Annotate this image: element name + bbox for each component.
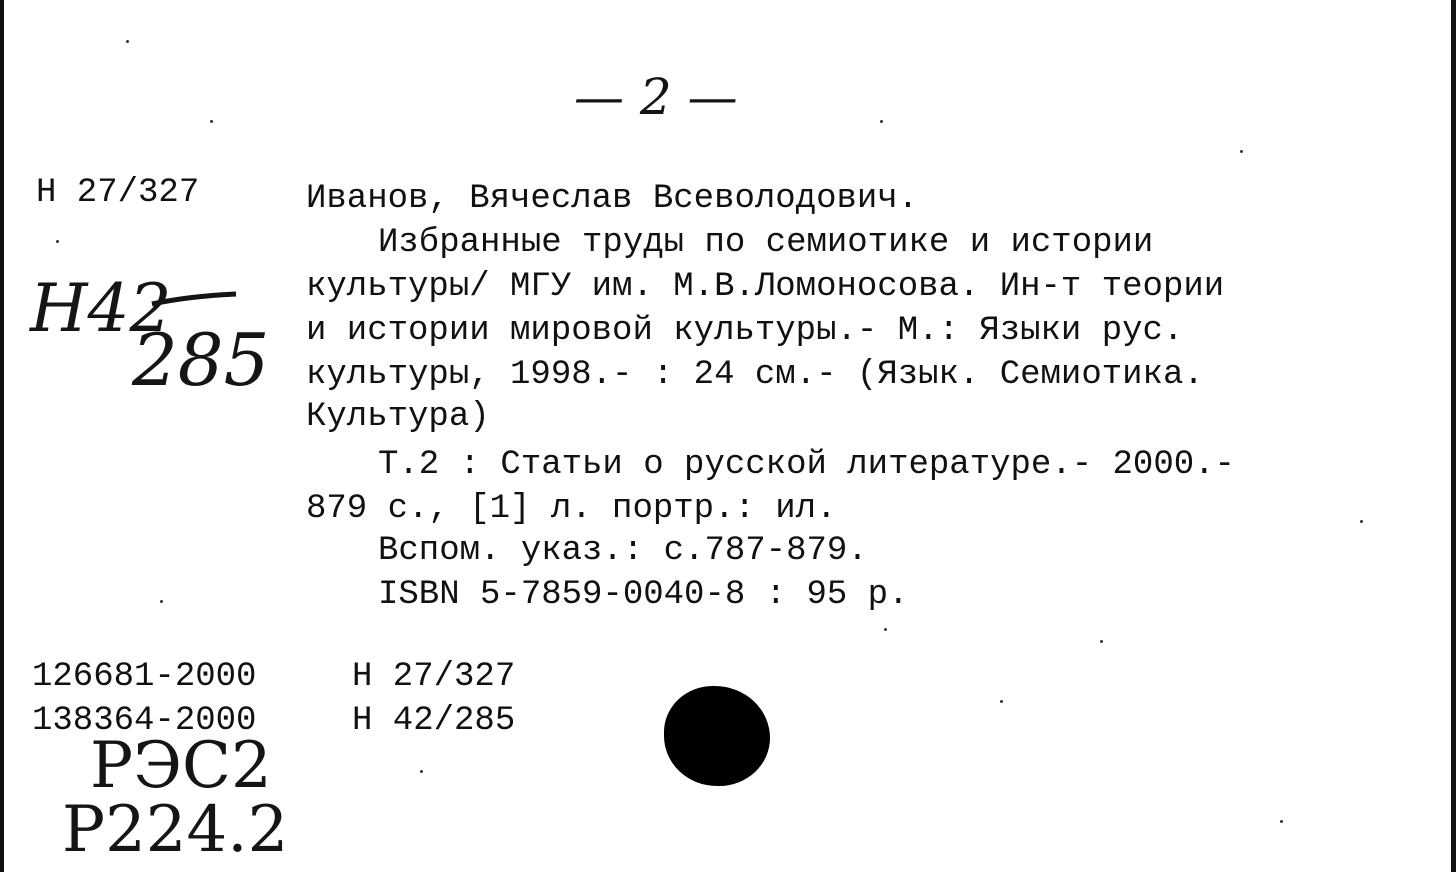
- title-line: и истории мировой культуры.- М.: Языки рус.: [306, 312, 1184, 350]
- isbn-line: ISBN 5-7859-0040-8 : 95 р.: [378, 576, 909, 614]
- shelf-mark-top: Н 27/327: [36, 174, 200, 212]
- speckle: [420, 770, 423, 773]
- author-heading: Иванов, Вячеслав Всеволодович.: [306, 180, 919, 218]
- speckle: [56, 240, 59, 243]
- speckle: [1360, 520, 1363, 523]
- accession-number: 126681-2000: [32, 658, 257, 696]
- handwritten-code: РЭС2: [90, 729, 272, 803]
- sheet-number: — 2 —: [574, 68, 738, 126]
- card-left-edge: [0, 0, 4, 872]
- speckle: [1240, 150, 1243, 153]
- volume-line: 879 с., [1] л. портр.: ил.: [306, 490, 837, 528]
- speckle: [1280, 820, 1283, 823]
- speckle: [1100, 640, 1103, 643]
- holding-shelf-mark: Н 27/327: [352, 658, 516, 696]
- title-line: культуры, 1998.- : 24 см.- (Язык. Семиотика.: [306, 356, 1204, 394]
- volume-line: Т.2 : Статьи о русской литературе.- 2000.-: [378, 446, 1235, 484]
- title-line: культуры/ МГУ им. М.В.Ломоносова. Ин-т теории: [306, 268, 1225, 306]
- accession-number: 138364-2000: [32, 702, 257, 740]
- speckle: [884, 628, 887, 631]
- card-right-edge: [1451, 0, 1456, 872]
- handwritten-fraction-bar: [150, 290, 240, 310]
- speckle: [126, 40, 129, 43]
- title-line: Избранные труды по семиотике и истории: [378, 224, 1154, 262]
- speckle: [160, 600, 163, 603]
- speckle: [1000, 700, 1003, 703]
- holding-shelf-mark: Н 42/285: [352, 702, 516, 740]
- speckle: [210, 120, 213, 123]
- handwritten-code: Р224.2: [62, 793, 289, 867]
- index-note: Вспом. указ.: с.787-879.: [378, 532, 868, 570]
- title-line: Культура): [306, 398, 490, 436]
- punch-hole: [664, 686, 770, 786]
- handwritten-shelf-mark-line2: 285: [132, 318, 270, 402]
- handwritten-shelf-mark-line1: Н42: [30, 270, 172, 347]
- speckle: [880, 120, 883, 123]
